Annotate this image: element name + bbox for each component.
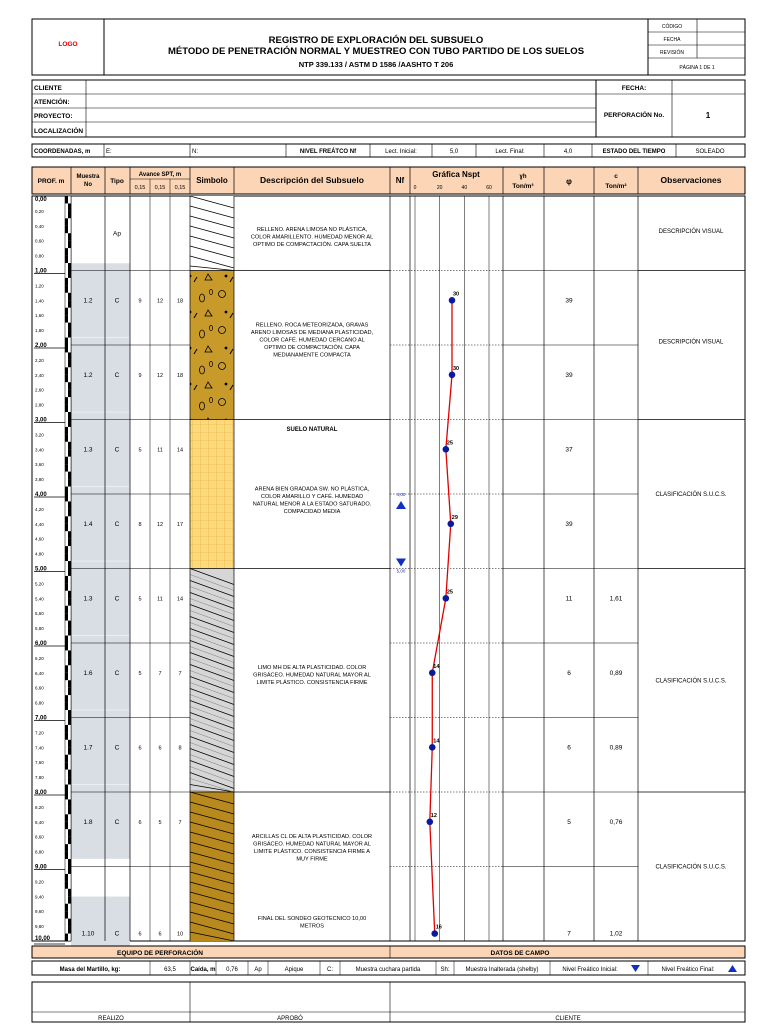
water-level-label: 5,00 <box>396 568 406 574</box>
layer-description-line: COLOR AMARILLENTO. HUMEDAD MENOR AL <box>250 234 374 241</box>
sample-shade <box>71 636 130 710</box>
spt-blows-1: 5 <box>138 447 142 454</box>
depth-label: 6,40 <box>35 670 44 676</box>
spt-blows-3: 18 <box>176 298 184 305</box>
coord-n: N: <box>192 149 198 155</box>
depth-label: 8,80 <box>35 849 44 855</box>
spt-blows-3: 7 <box>178 819 182 826</box>
depth-label: 5,60 <box>35 611 44 617</box>
col-avance-sub-1: 0,15 <box>134 185 146 191</box>
phi-value: 11 <box>565 595 573 603</box>
lect-final-value: 4,0 <box>563 149 573 155</box>
legend-nivel-inicial: Nivel Freático Inicial: <box>562 967 618 973</box>
layer-title: SUELO NATURAL <box>286 427 338 434</box>
legend-cuchara: Muestra cuchara partida <box>355 967 421 973</box>
nspt-tick-label: 60 <box>486 185 492 191</box>
layer-observation: CLASIFICACIÓN S.U.C.S. <box>655 864 727 871</box>
layer-observation: CLASIFICACIÓN S.U.C.S. <box>655 678 727 685</box>
depth-label: 9,60 <box>35 909 44 915</box>
depth-label: 0,20 <box>35 208 44 214</box>
sample-shade <box>71 412 130 486</box>
caida-value: 0,76 <box>226 967 238 973</box>
depth-label: 4,80 <box>35 551 44 557</box>
water-level-label: 4,00 <box>396 492 406 497</box>
proyecto-label: PROYECTO: <box>34 113 73 120</box>
depth-label: 2,00 <box>35 343 47 349</box>
legend-sh: Sh: <box>440 967 450 973</box>
depth-label: 9,00 <box>35 864 47 871</box>
depth-label: 1,20 <box>35 283 44 289</box>
c-value: 0,89 <box>609 669 623 677</box>
depth-label: 2,60 <box>35 387 44 393</box>
phi-value: 39 <box>565 297 573 305</box>
localizacion-label: LOCALIZACIÓN <box>34 128 84 135</box>
col-prof: PROF. m <box>37 178 65 185</box>
depth-label: 4,00 <box>35 492 47 498</box>
layer-description-line: ARENO LIMOSAS DE MEDIANA PLASTICIDAD, <box>250 329 374 336</box>
layer-description-line: OPTIMO DE COMPACTACIÓN. CAPA SUELTA <box>253 242 371 249</box>
depth-label: 2,20 <box>35 357 44 363</box>
masa-martillo-value: 63,5 <box>164 967 176 973</box>
sample-no: 1.2 <box>83 297 93 305</box>
legend-nivel-final: Nivel Freático Final: <box>661 967 715 973</box>
phi-value: 37 <box>565 446 573 454</box>
layer-symbol-relleno <box>190 196 234 271</box>
layer-description-line: GRISÁCEO. HUMEDAD NATURAL MAYOR AL <box>253 672 371 679</box>
phi-value: 39 <box>565 520 573 528</box>
title-line-3: NTP 339.133 / ASTM D 1586 /AASHTO T 206 <box>298 60 454 69</box>
col-avance: Avance SPT, m <box>138 172 182 178</box>
nspt-point-label: 12 <box>430 812 437 819</box>
spt-blows-1: 9 <box>138 372 142 379</box>
c-value: 0,89 <box>609 744 623 752</box>
layer-symbol-clay <box>190 792 234 941</box>
depth-label: 9,40 <box>35 894 44 900</box>
c-value: 1,02 <box>609 930 623 938</box>
layer-description-line: LIMITE PLÁSTICO. CONSISTENCIA FIRME <box>256 680 368 687</box>
spt-blows-3: 10 <box>176 931 184 938</box>
depth-label: 1,60 <box>35 313 44 319</box>
spt-blows-1: 8 <box>138 521 142 528</box>
coordenadas-label: COORDENADAS, m <box>34 149 91 155</box>
perforacion-value: 1 <box>705 111 711 120</box>
depth-label: 7,20 <box>35 730 44 736</box>
depth-label: 6,20 <box>35 655 44 661</box>
sample-tipo: C <box>114 371 120 379</box>
nspt-tick-label: 40 <box>461 185 468 191</box>
estado-tiempo-label: ESTADO DEL TIEMPO <box>602 149 666 155</box>
nivel-freatico-label: NIVEL FREÁTCO Nf <box>299 149 357 155</box>
depth-label: 6,60 <box>35 685 44 691</box>
depth-label: 9,80 <box>35 924 44 930</box>
sample-no: 1.3 <box>83 446 93 454</box>
nspt-point <box>443 595 450 602</box>
legend-c: C: <box>327 967 333 973</box>
nspt-point-label: 25 <box>446 589 453 596</box>
nspt-point <box>443 446 450 453</box>
depth-label: 4,40 <box>35 521 44 527</box>
spt-blows-2: 6 <box>158 745 162 752</box>
spt-blows-2: 12 <box>156 372 164 379</box>
nspt-point <box>429 744 436 751</box>
sample-shade <box>71 263 130 337</box>
spt-blows-1: 6 <box>138 931 142 938</box>
column-headers <box>32 167 745 194</box>
depth-label: 5,00 <box>35 566 47 573</box>
spt-blows-2: 7 <box>158 670 162 677</box>
col-grafica: Gráfica Nspt <box>432 170 480 179</box>
sample-shade <box>71 561 130 635</box>
depth-label: 3,00 <box>35 417 47 424</box>
logo: LOGO <box>58 41 78 48</box>
col-avance-sub-2: 0,15 <box>154 185 166 191</box>
col-avance-sub-3: 0,15 <box>174 185 186 191</box>
nspt-point-label: 16 <box>435 924 442 931</box>
depth-label: 1,40 <box>35 298 44 304</box>
nspt-point-label: 30 <box>453 365 460 372</box>
sample-no: 1.8 <box>83 818 93 826</box>
spt-blows-2: 12 <box>156 521 164 528</box>
depth-label: 4,60 <box>35 536 44 542</box>
spt-blows-3: 18 <box>176 372 184 379</box>
depth-label: 8,00 <box>35 790 47 796</box>
nspt-point <box>449 297 456 304</box>
footer <box>32 946 745 1024</box>
depth-label: 4,20 <box>35 506 44 512</box>
layer-symbol-silt <box>190 569 234 793</box>
masa-martillo-label: Masa del Martillo, kg: <box>59 967 121 973</box>
meta-revision: REVISIÓN <box>660 50 684 56</box>
depth-label: 8,40 <box>35 819 44 825</box>
col-descripcion: Descripción del Subsuelo <box>260 175 364 185</box>
lect-inicial-value: 5,0 <box>449 149 459 155</box>
nspt-point-label: 30 <box>453 291 460 298</box>
coordinates-row <box>32 144 745 157</box>
col-muestra: Muestra No <box>76 174 100 188</box>
depth-label: 1,80 <box>35 328 44 334</box>
spt-blows-3: 14 <box>176 596 184 603</box>
sample-no: 1.3 <box>83 595 93 603</box>
nspt-tick-label: 0 <box>413 185 417 191</box>
nspt-point-label: 14 <box>433 738 440 745</box>
legend-apique: Apique <box>284 967 304 973</box>
depth-label: 8,60 <box>35 834 44 840</box>
depth-label: 5,20 <box>35 581 44 587</box>
sample-tipo: C <box>114 297 120 305</box>
depth-label: 0,60 <box>35 238 44 244</box>
phi-value: 7 <box>567 930 571 938</box>
datos-campo: DATOS DE CAMPO <box>490 950 550 957</box>
layer-description-line: LIMITE PLÁSTICO. CONSISTENCIA FIRME A <box>254 849 370 856</box>
spt-blows-3: 17 <box>176 521 184 528</box>
depth-label: 5,40 <box>35 596 44 602</box>
c-value: 1,61 <box>609 595 623 603</box>
layer-description-line: NATURAL MENOR A LA ESTADO SATURADO. <box>252 501 372 508</box>
depth-label: 6,80 <box>35 700 44 706</box>
equipo-perforacion: EQUIPO DE PERFORACIÓN <box>117 950 203 957</box>
title-line-2: MÉTODO DE PENETRACIÓN NORMAL Y MUESTREO CON TUBO PARTIDO DE LOS SUELOS <box>167 46 585 57</box>
col-gamma: ɣh <box>519 174 527 180</box>
sample-no: 1.10 <box>81 930 95 938</box>
layer-description-line: COLOR AMARILLO Y CAFÉ. HUMEDAD <box>260 493 364 500</box>
nspt-point <box>431 930 438 937</box>
spt-blows-1: 6 <box>138 745 142 752</box>
coord-e: E: <box>106 149 112 155</box>
depth-label: 2,80 <box>35 402 44 408</box>
perforacion-label: PERFORACIÓN No. <box>603 112 665 119</box>
spt-blows-2: 5 <box>158 819 162 826</box>
caida-label: Caída, m <box>190 967 216 973</box>
sample-no: 1.2 <box>83 371 93 379</box>
col-phi: φ <box>566 177 572 186</box>
layer-description-line: MEDIANAMENTE COMPACTA <box>273 352 351 359</box>
spt-blows-3: 8 <box>178 745 182 752</box>
legend-shelby: Muestra Inalterada (shelby) <box>465 967 539 973</box>
depth-label: 8,20 <box>35 804 44 810</box>
depth-label: 0,40 <box>35 223 44 229</box>
sample-tipo: C <box>114 669 120 677</box>
header-block <box>32 19 745 75</box>
layer-description-line: ARENA BIEN GRADADA SW. NO PLÁSTICA, <box>254 486 370 493</box>
sample-tipo: C <box>114 818 120 826</box>
depth-label: 7,60 <box>35 760 44 766</box>
nspt-point <box>447 521 454 528</box>
sample-no: 1.6 <box>83 669 93 677</box>
layer-description-line: ARCILLAS CL DE ALTA PLASTICIDAD. COLOR <box>251 834 373 841</box>
depth-label: 3,40 <box>35 447 44 453</box>
layer-description-line: RELLENO. ROCA METEORIZADA, GRAVAS <box>255 322 369 329</box>
col-tipo: Tipo <box>110 178 124 185</box>
depth-label: 2,40 <box>35 372 44 378</box>
depth-label: 7,80 <box>35 775 44 781</box>
nspt-point-label: 29 <box>451 514 458 521</box>
depth-label: 1,00 <box>35 268 47 275</box>
layer-observation: CLASIFICACIÓN S.U.C.S. <box>655 492 727 498</box>
depth-label: 7,00 <box>35 715 47 722</box>
project-info <box>32 80 745 137</box>
layer-description-line: MUY FIRME <box>296 856 328 863</box>
firma-realizo: REALIZO <box>98 1016 124 1022</box>
nspt-point <box>449 372 456 379</box>
sample-no: 1.4 <box>83 520 93 528</box>
meta-fecha: FECHA <box>663 37 681 43</box>
layer-observation: DESCRIPCIÓN VISUAL <box>658 339 724 346</box>
title-line-1: REGISTRO DE EXPLORACIÓN DEL SUBSUELO <box>268 35 484 46</box>
meta-pagina: PÁGINA 1 DE 1 <box>679 65 715 71</box>
depth-label: 3,60 <box>35 462 44 468</box>
depth-label: 3,80 <box>35 477 44 483</box>
sample-tipo: Ap <box>113 230 121 238</box>
depth-label: 10,00 <box>35 936 51 942</box>
layer-description-line: COMPACIDAD MEDIA <box>283 508 341 515</box>
spt-blows-2: 12 <box>156 298 164 305</box>
sample-no: 1.7 <box>83 744 93 752</box>
sample-shade <box>71 487 130 561</box>
firma-aprobo: APROBÓ <box>277 1016 303 1022</box>
lect-inicial-label: Lect. Inicial: <box>385 149 417 155</box>
estado-tiempo-value: SOLEADO <box>695 149 725 155</box>
col-nf: Nf <box>395 176 405 185</box>
sample-tipo: C <box>114 595 120 603</box>
spt-blows-1: 5 <box>138 596 142 603</box>
legend-ap: Ap <box>254 967 262 973</box>
log-body <box>32 196 745 971</box>
c-value: 0,76 <box>609 818 623 826</box>
spt-blows-2: 11 <box>157 596 163 603</box>
firma-cliente: CLIENTE <box>555 1016 581 1022</box>
col-observaciones: Observaciones <box>660 175 722 185</box>
fecha-label: FECHA: <box>621 85 647 92</box>
sample-tipo: C <box>114 930 120 938</box>
layer-description-line: FINAL DEL SONDEO GEOTECNICO 10,00 <box>257 916 367 923</box>
nspt-tick-label: 20 <box>436 185 443 191</box>
sample-tipo: C <box>114 744 120 752</box>
spt-blows-1: 6 <box>138 819 142 826</box>
atencion-label: ATENCIÓN: <box>34 99 70 106</box>
layer-symbol-sand <box>190 420 234 569</box>
nspt-point-label: 14 <box>433 663 440 670</box>
cliente-label: CLIENTE <box>34 85 62 92</box>
phi-value: 6 <box>567 669 571 677</box>
lect-final-label: Lect. Final: <box>495 149 525 155</box>
depth-label: 9,20 <box>35 879 44 885</box>
nspt-point <box>429 670 436 677</box>
layer-description-line: OPTIMO DE COMPACTACIÓN. CAPA <box>264 344 360 351</box>
layer-symbol-gravel <box>190 271 234 420</box>
layer-description-line: COLOR CAFÉ. HUMEDAD CERCANO AL <box>259 337 365 344</box>
spt-blows-3: 14 <box>176 447 184 454</box>
sample-shade <box>71 338 130 412</box>
spt-blows-2: 6 <box>158 931 162 938</box>
depth-label: 6,00 <box>35 641 47 647</box>
nspt-point-label: 25 <box>446 440 453 447</box>
nspt-point <box>427 819 434 826</box>
layer-observation: DESCRIPCIÓN VISUAL <box>658 229 724 236</box>
phi-value: 5 <box>567 818 571 826</box>
spt-blows-1: 9 <box>138 298 142 305</box>
depth-label: 0,80 <box>35 253 44 259</box>
col-simbolo: Simbolo <box>196 176 228 185</box>
sample-tipo: C <box>114 446 120 454</box>
depth-label: 7,40 <box>35 745 44 751</box>
phi-value: 6 <box>567 744 571 752</box>
spt-blows-1: 5 <box>138 670 142 677</box>
spt-blows-2: 11 <box>157 447 163 454</box>
meta-codigo: CÓDIGO <box>661 24 683 30</box>
layer-description-line: METROS <box>300 923 324 930</box>
sample-tipo: C <box>114 520 120 528</box>
layer-description-line: RELLENO. ARENA LIMOSA NO PLÁSTICA, <box>256 227 368 234</box>
depth-label: 3,20 <box>35 432 44 438</box>
phi-value: 39 <box>565 371 573 379</box>
layer-description-line: GRISÁCEO. HUMEDAD NATURAL MAYOR AL <box>253 841 371 848</box>
col-c: c <box>614 173 618 180</box>
sample-shade <box>71 710 130 784</box>
depth-label: 5,80 <box>35 626 44 632</box>
col-gamma-unit: Ton/m³ <box>512 183 534 190</box>
sample-shade <box>71 785 130 859</box>
layer-description-line: LIMO MH DE ALTA PLASTICIDAD. COLOR <box>257 665 367 672</box>
spt-blows-3: 7 <box>178 670 182 677</box>
col-c-unit: Ton/m² <box>605 183 627 190</box>
depth-label: 0,00 <box>35 197 47 203</box>
